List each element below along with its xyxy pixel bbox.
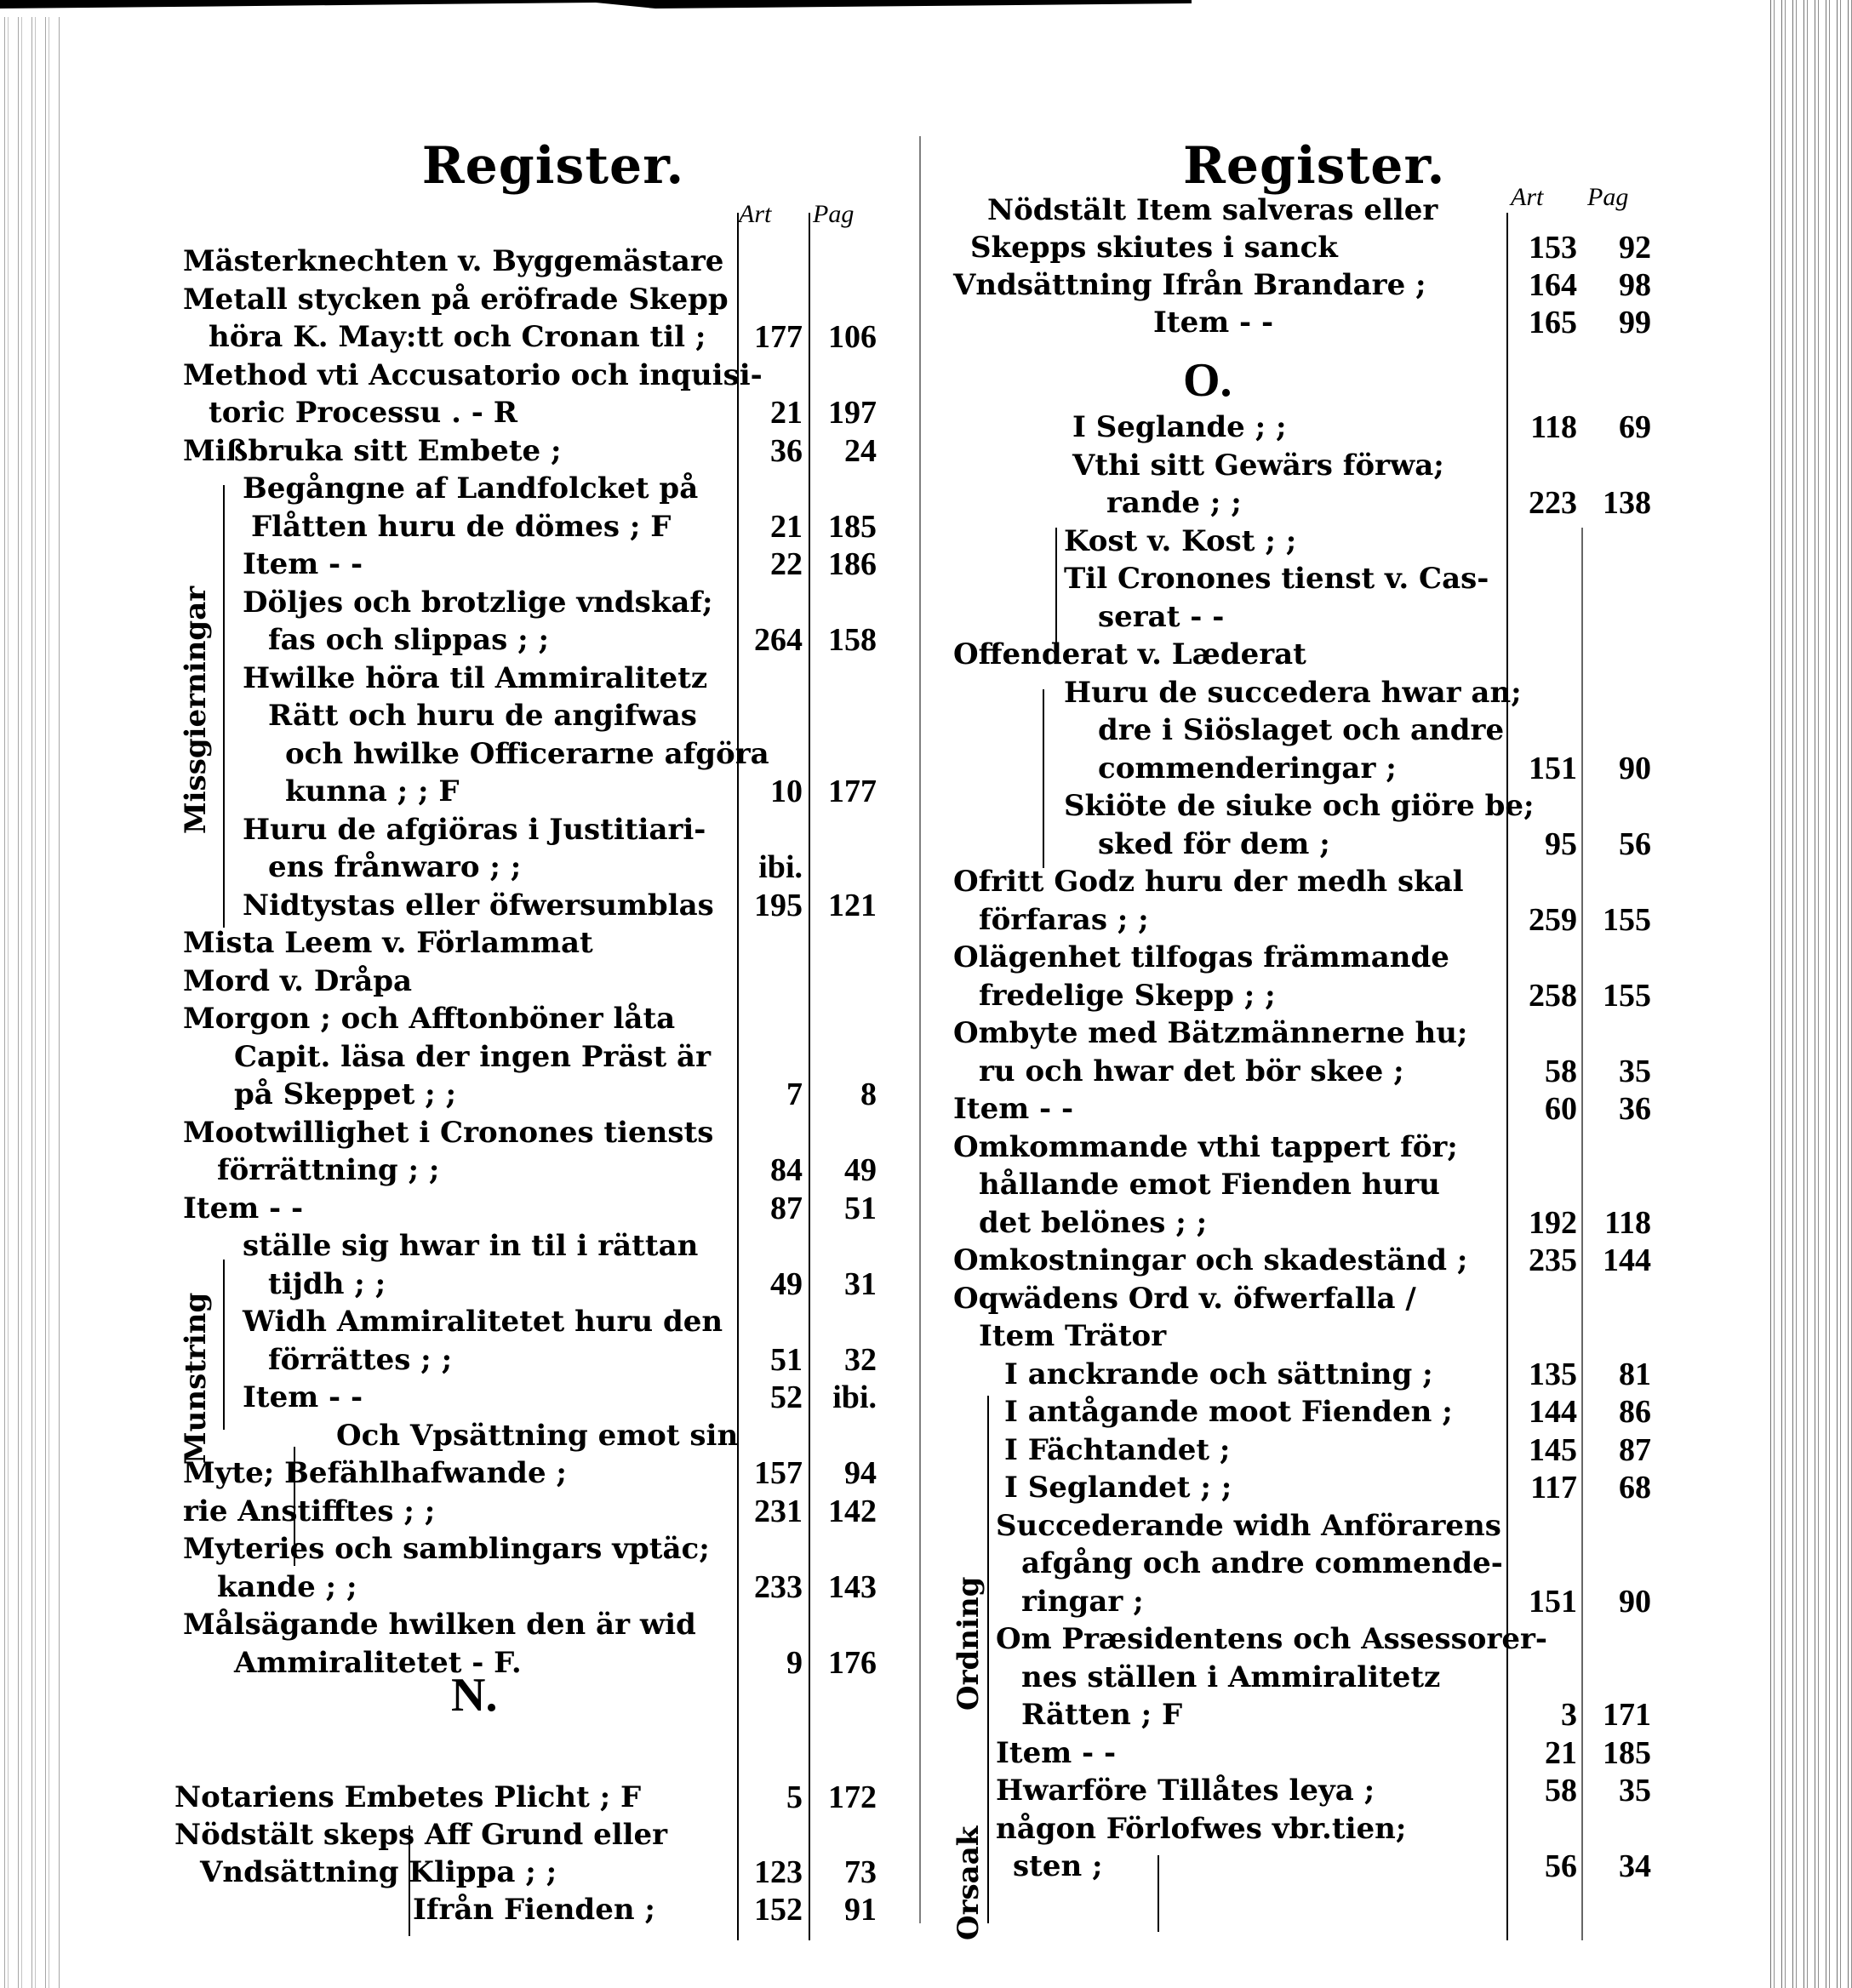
index-entry-text: Begångne af Landfolcket på [243,471,699,506]
article-number: 192 [1529,1204,1577,1241]
index-entry-text: Olägenhet tilfogas främmande [953,940,1449,974]
index-entry-text: I Seglande ; ; [1072,410,1287,444]
page-number: 69 [1619,409,1651,445]
article-number: 49 [770,1265,803,1302]
index-entry-text: Kost v. Kost ; ; [1064,523,1297,558]
index-entry-text: någon Förlofwes vbr.tien; [996,1811,1407,1846]
article-number: 21 [770,395,803,431]
index-entry-text: Omkostningar och skadeständ ; [953,1243,1468,1277]
index-entry-text: Metall stycken på eröfrade Skepp [183,282,729,317]
index-entry-text: Mästerknechten v. Byggemästare [183,244,724,278]
index-entry-text: I anckrande och sättning ; [1004,1357,1433,1391]
column-header-art: Art [739,200,772,228]
page-number: 87 [1619,1431,1651,1468]
article-number: 152 [754,1892,803,1928]
article-number: 52 [770,1380,803,1415]
article-number: 144 [1529,1394,1577,1430]
index-entry-text: hållande emot Fienden huru [979,1168,1440,1202]
page-number: 177 [828,774,877,809]
article-number: 164 [1529,267,1577,303]
index-entry-text: Item - - [243,1380,363,1414]
section-letter-o: O. [1183,354,1232,407]
article-number: 7 [786,1077,803,1112]
page-number: 106 [828,319,877,355]
index-entry-text: rande ; ; [1106,486,1242,520]
page-number: 99 [1619,305,1651,340]
article-number: 233 [754,1568,803,1605]
index-entry-text: Skepps skiutes i sanck [970,231,1338,265]
page-number: 143 [828,1568,877,1605]
index-entry-text: toric Processu . - R [209,396,517,430]
group-bracket-munstring [223,1260,225,1430]
page-number: 92 [1619,230,1651,266]
index-entry-text: Nidtystas eller öfwersumblas [243,888,714,923]
left-page-edges [0,17,60,1988]
group-bracket-odugligh [1055,532,1057,651]
article-number: 235 [1529,1242,1577,1278]
index-entry-text: Item Trätor [979,1319,1167,1353]
page-number: 155 [1603,977,1651,1014]
right-page-edges [1767,0,1852,1988]
page-number: 24 [844,432,877,469]
index-entry-text: Myteries och samblingars vptäc; [183,1532,710,1566]
index-entry-text: Om Præsidentens och Assessorer- [996,1622,1548,1656]
article-number: 10 [770,774,803,809]
article-number: 135 [1529,1356,1577,1392]
index-entry-text: Döljes och brotzlige vndskaf; [243,585,713,620]
index-entry-text: Item - - [183,1191,304,1225]
article-number: 258 [1529,977,1577,1014]
index-entry-text: Rätt och huru de angifwas [268,699,697,733]
index-entry-text: Succederande widh Anförarens [996,1508,1501,1543]
page-number: 176 [828,1644,877,1681]
page-number: 34 [1619,1848,1651,1884]
index-entry-text: det belönes ; ; [979,1205,1208,1240]
index-entry-text: Ifrån Fienden ; [413,1893,655,1927]
index-entry-text: tijdh ; ; [268,1266,386,1301]
article-number: 151 [1529,750,1577,786]
index-entry-text: Skiöte de siuke och giöre be; [1064,789,1535,823]
index-entry-text: I antågande moot Fienden ; [1004,1395,1453,1429]
article-number: 84 [770,1152,803,1188]
index-entry-text: Vthi sitt Gewärs förwa; [1072,448,1444,483]
index-entry-text: Huru de succedera hwar an; [1064,675,1522,710]
page-number: 158 [828,622,877,658]
page-number: 8 [860,1077,877,1112]
page-title: Register. [421,136,685,196]
index-entry-text: Mord v. Dråpa [183,963,413,998]
article-number: 60 [1545,1091,1577,1127]
article-number: 151 [1529,1583,1577,1620]
index-entry-text: Omkommande vthi tappert för; [953,1129,1458,1164]
index-entry-text: Offenderat v. Læderat [953,637,1306,671]
index-entry-text: Til Cronones tienst v. Cas- [1064,562,1489,596]
article-number: 165 [1529,305,1577,340]
index-entry-text: rie Anstifftes ; ; [183,1494,436,1528]
article-number: 58 [1545,1053,1577,1089]
page-number: 73 [844,1854,877,1890]
page-number: 138 [1603,485,1651,521]
index-entry-text: ställe sig hwar in til i rättan [243,1229,699,1263]
page-number: 155 [1603,901,1651,938]
index-entry-text: fredelige Skepp ; ; [979,978,1276,1013]
index-entry-text: Morgon ; och Afftonböner låta [183,1002,676,1036]
index-entry-text: I Seglandet ; ; [1004,1471,1232,1505]
index-entry-text: Notariens Embetes Plicht ; F [174,1780,642,1814]
group-label-ordning: Ordning [952,1576,986,1711]
page-number: 90 [1619,750,1651,786]
page-number: 86 [1619,1394,1651,1430]
index-entry-text: Huru de afgiöras i Justitiari- [243,812,706,847]
page-number: 172 [828,1779,877,1815]
group-bracket-missgierningar [223,485,225,928]
article-number: 95 [1545,825,1577,862]
article-number: 9 [786,1644,803,1681]
index-entry-text: sked för dem ; [1098,826,1330,861]
article-number: 177 [754,319,803,355]
group-bracket-ordning [987,1396,989,1923]
index-entry-text: kande ; ; [217,1569,357,1604]
column-header-art-right: Art [1511,183,1544,211]
index-entry-text: Oqwädens Ord v. öfwerfalla / [953,1281,1416,1316]
index-entry-text: Item - - [996,1735,1117,1770]
index-entry-text: I Fächtandet ; [1004,1432,1231,1467]
article-number: 21 [770,508,803,545]
index-entry-text: Capit. läsa der ingen Präst är [234,1039,712,1074]
index-entry-text: Nödstält skeps Aff Grund eller [174,1818,668,1852]
page-number: 118 [1604,1204,1651,1241]
article-number: 87 [770,1190,803,1226]
article-number: 231 [754,1493,803,1529]
group-bracket-officerare [1043,689,1044,868]
index-entry-text: förrättes ; ; [268,1342,453,1377]
article-number: 56 [1545,1848,1577,1884]
article-number: 157 [754,1455,803,1491]
index-entry-text: afgång och andre commende- [1021,1546,1503,1580]
section-letter-n: N. [451,1669,498,1722]
column-header-pag: Pag [813,200,855,228]
page-number: 185 [828,508,877,545]
article-number: 145 [1529,1431,1577,1468]
column-header-pag-right: Pag [1587,183,1629,211]
index-entry-text: ru och hwar det bör skee ; [979,1054,1404,1088]
page-number: 94 [844,1455,877,1491]
index-entry-text: sten ; [1013,1849,1103,1883]
index-entry-text: förrättning ; ; [217,1153,440,1187]
index-entry-text: Item - - [953,1092,1074,1126]
page-number: 121 [828,887,877,923]
index-entry-text: Mootwillighet i Cronones tiensts [183,1115,714,1150]
index-entry-text: Och Vpsättning emot sin [336,1418,739,1453]
page-number: 91 [844,1892,877,1928]
index-entry-text: Nödstält Item salveras eller [987,193,1438,227]
index-entry-text: höra K. May:tt och Cronan til ; [209,320,706,354]
book-top-edge [0,0,1852,26]
article-number: 264 [754,622,803,658]
index-entry-text: på Skeppet ; ; [234,1077,457,1111]
index-entry-text: ens frånwaro ; ; [268,850,522,884]
article-number: 123 [754,1854,803,1890]
page-number: 144 [1603,1242,1651,1278]
index-entry-text: Ammiralitetet - F. [234,1645,522,1680]
page-number: 171 [1603,1697,1651,1733]
article-number: ibi. [758,849,803,885]
book-gutter [919,136,921,1923]
page-number: 90 [1619,1583,1651,1620]
index-entry-text: Hwarföre Tillåtes leya ; [996,1774,1375,1808]
page-number: 51 [844,1190,877,1226]
page-number: 142 [828,1493,877,1529]
page-number: 186 [828,546,877,582]
index-entry-text: Hwilke höra til Ammiralitetz [243,660,708,695]
article-number: 259 [1529,901,1577,938]
article-number: 117 [1530,1470,1577,1505]
group-label-munstring: Munstring [179,1292,213,1464]
page-number: 32 [844,1341,877,1378]
page-number: 35 [1619,1773,1651,1808]
article-number: 21 [1545,1734,1577,1771]
article-number: 195 [754,887,803,923]
article-number: 118 [1530,409,1577,445]
page-number: 49 [844,1152,877,1188]
article-number: 5 [786,1779,803,1815]
index-entry-text: serat - - [1098,599,1225,634]
index-entry-text: ringar ; [1021,1584,1144,1619]
group-bracket-orsaak [1158,1855,1159,1932]
article-number: 58 [1545,1773,1577,1808]
article-number: 22 [770,546,803,582]
index-entry-text: Item - - [1153,306,1274,340]
article-number: 36 [770,432,803,469]
index-entry-text: fas och slippas ; ; [268,623,550,657]
page-number: 35 [1619,1053,1651,1089]
page-number: 68 [1619,1470,1651,1505]
index-entry-text: Vndsättning Ifrån Brandare ; [953,268,1426,302]
index-entry-text: Method vti Accusatorio och inquisi- [183,357,763,392]
index-entry-text: Item - - [243,547,363,581]
page-number: 81 [1619,1356,1651,1392]
index-entry-text: och hwilke Officerarne afgöra [285,736,769,771]
group-label-missgierningar: Missgierningar [179,586,213,834]
article-number: 51 [770,1341,803,1378]
article-number: 223 [1529,485,1577,521]
index-entry-text: commenderingar ; [1098,751,1397,785]
page-number: 56 [1619,825,1651,862]
index-entry-text: Flåtten huru de dömes ; F [251,509,672,544]
index-entry-text: Rätten ; F [1021,1698,1183,1732]
index-entry-text: nes ställen i Ammiralitetz [1021,1660,1441,1694]
page-number: 98 [1619,267,1651,303]
index-entry-text: Målsägande hwilken den är wid [183,1608,696,1642]
page-number: 185 [1603,1734,1651,1771]
article-number: 153 [1529,230,1577,266]
group-label-orsaak: Orsaak [952,1825,986,1940]
article-number: 3 [1561,1697,1577,1733]
page-number: ibi. [832,1380,877,1415]
index-entry-text: Vndsättning Klippa ; ; [200,1855,557,1889]
index-entry-text: Mista Leem v. Förlammat [183,926,593,960]
index-entry-text: förfaras ; ; [979,902,1149,937]
index-entry-text: Mißbruka sitt Embete ; [183,433,562,468]
index-entry-text: Ombyte med Bätzmännerne hu; [953,1016,1468,1050]
page-number: 31 [844,1265,877,1302]
index-entry-text: dre i Siöslaget och andre [1098,713,1505,747]
index-entry-text: Widh Ammiralitetet huru den [243,1305,723,1339]
left-page [170,128,919,204]
page-number: 36 [1619,1091,1651,1127]
index-entry-text: kunna ; ; F [285,774,460,808]
page-title-right: Register. [1183,136,1446,196]
index-entry-text: Myte; Befählhafwande ; [183,1456,567,1490]
index-entry-text: Ofritt Godz huru der medh skal [953,865,1464,899]
page-number: 197 [828,395,877,431]
